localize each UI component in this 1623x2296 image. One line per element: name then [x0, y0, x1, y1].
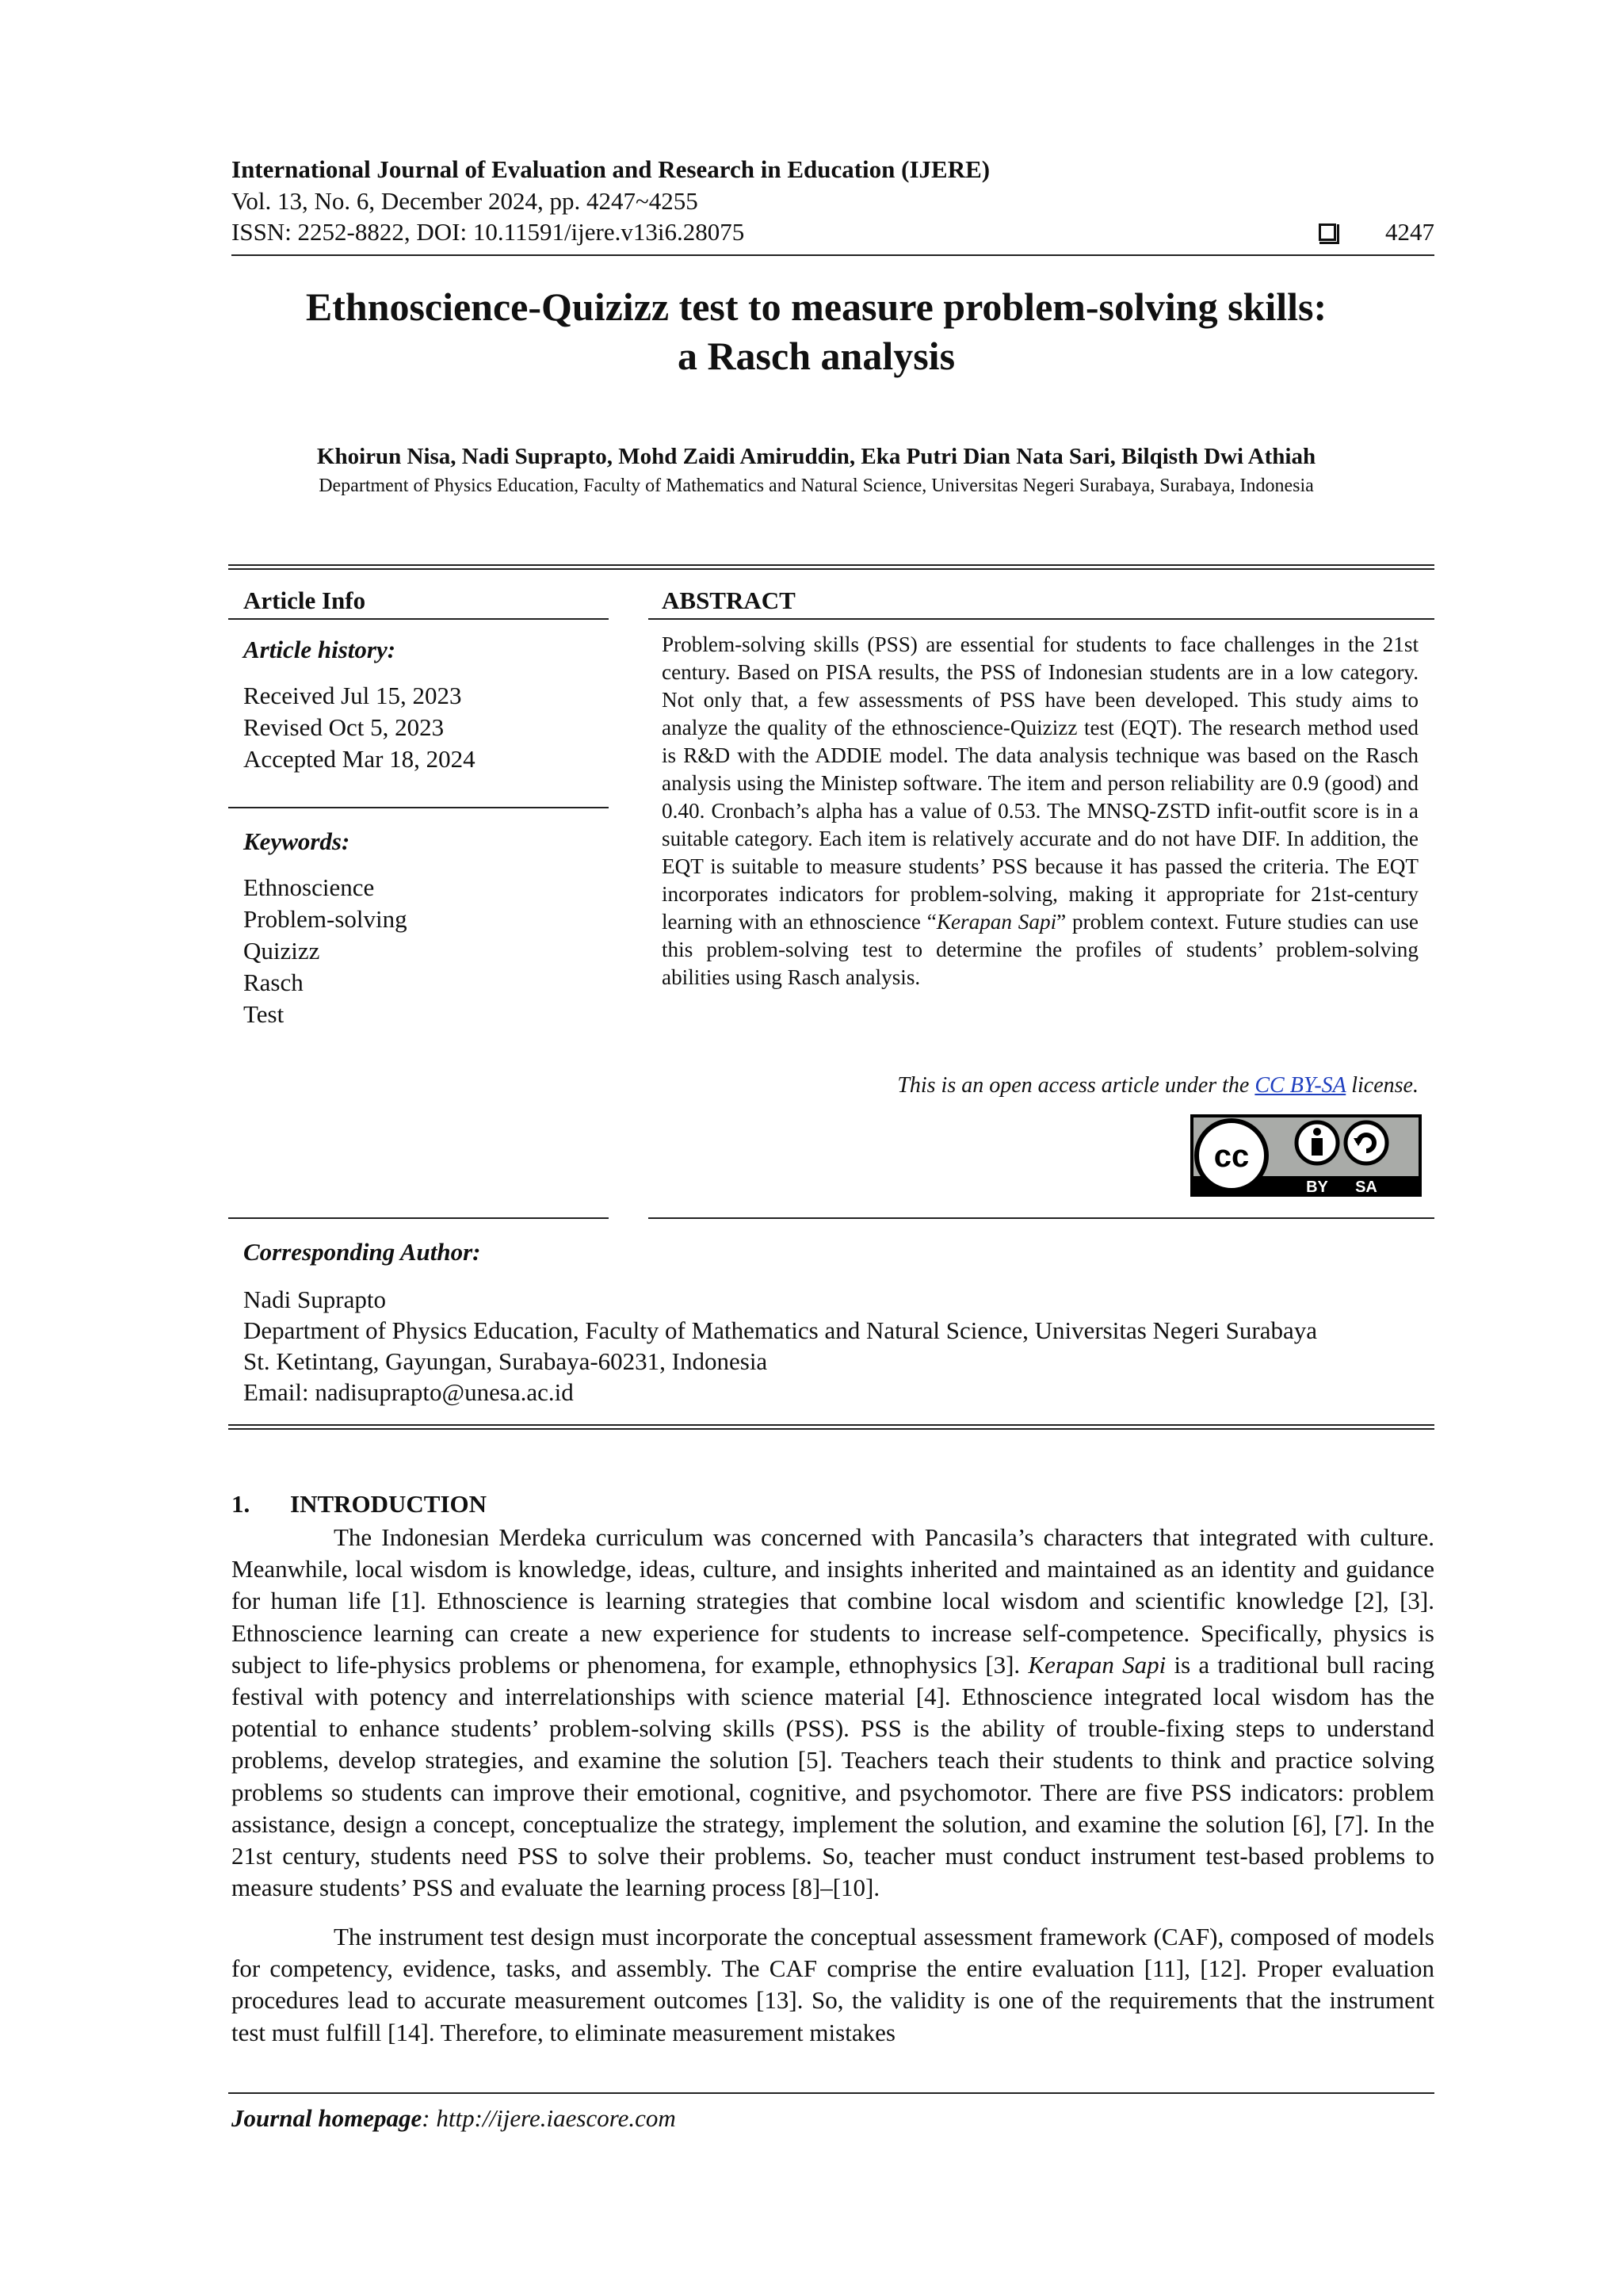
- author-email: Email: nadisuprapto@unesa.ac.id: [243, 1378, 574, 1406]
- intro-p1-italic: Kerapan Sapi: [1028, 1650, 1167, 1679]
- intro-p1-part-1: The Indonesian Merdeka curriculum was concerned with Pancasila’s characters that integrated with culture. Meanwhile, local wisdom is knowledge, ideas, culture, and insights inherited and maintained as an identity and guidance for human life [1]. Ethnoscience is learning strategies that combine local wisdom and scientific knowledge [2], [3]. Ethnoscience learning can create a new experience for students to increase self-competence. Specifically, physics is subject to life-physics problems or phenomena, for example, ethnophysics [3].: [231, 1523, 1434, 1679]
- revised-date: Revised Oct 5, 2023: [243, 713, 445, 741]
- square-bullet-icon: [1319, 223, 1336, 241]
- intro-paragraph-2: The instrument test design must incorporate the conceptual assessment framework (CAF), composed of models for competency, evidence, tasks, and assembly. The CAF comprise the entire evaluation [11], [12]. Proper evaluation procedures lead to accurate measurement outcomes [13]. So, the validity is one of the requirements that the instrument test must fulfill [14]. Therefore, to eliminate measurement mistakes: [231, 1923, 1434, 2046]
- affiliation: Department of Physics Education, Faculty of Mathematics and Natural Science, Universitas Negeri Surabaya, Surabaya, Indonesia: [319, 476, 1314, 496]
- cc-text: cc: [1213, 1139, 1250, 1174]
- abstract-rule: [648, 618, 1434, 620]
- abstract-italic-term: Kerapan Sapi: [936, 910, 1057, 934]
- abstract-part-2: ” problem context. Future studies can use this problem-solving test to determine the profiles of students’ problem-solving abilities using Rasch analysis.: [662, 910, 1419, 989]
- received-date: Received Jul 15, 2023: [243, 682, 462, 709]
- abstract-bottom-rule: [648, 1217, 1434, 1219]
- keyword-item: Ethnoscience: [243, 873, 375, 901]
- corresponding-author-heading: Corresponding Author:: [243, 1238, 481, 1266]
- info-top-rule-2: [228, 568, 1434, 570]
- accepted-date: Accepted Mar 18, 2024: [243, 745, 475, 773]
- homepage-url[interactable]: : http://ijere.iaescore.com: [422, 2104, 676, 2132]
- corresponding-bottom-rule-2: [228, 1428, 1434, 1430]
- keyword-list: [243, 872, 407, 1030]
- keyword-item: Quizizz: [243, 937, 320, 965]
- page-number: 4247: [1385, 218, 1434, 246]
- cc-by-sa-badge: [1190, 1114, 1422, 1197]
- keyword-item: Problem-solving: [243, 905, 407, 933]
- header-rule: [231, 254, 1434, 256]
- abstract-text: [662, 631, 1419, 991]
- issn-doi-line: ISSN: 2252-8822, DOI: 10.11591/ijere.v13i6.28075: [231, 218, 745, 246]
- title-line-2: a Rasch analysis: [677, 334, 956, 378]
- section-number: 1.: [231, 1490, 250, 1518]
- corresponding-author-block: [243, 1284, 1317, 1408]
- article-history: [243, 680, 475, 775]
- corresponding-bottom-rule: [228, 1424, 1434, 1426]
- intro-p1-part-2: is a traditional bull racing festival with potency and interrelationships with science material [4]. Ethnoscience integrated local wisdom has the potential to enhance students’ problem-solving skills (PSS). PSS is the ability of trouble-fixing steps to understand problems, develop strategies, and examine the solution [5]. Teachers teach their students to think and practice solving problems so students can improve their emotional, cognitive, and psychomotor. There are five PSS indicators: problem assistance, design a concept, conceptualize the strategy, implement the solution, and examine the solution [6], [7]. In the 21st century, students need PSS to solve their problems. So, teacher must conduct instrument test-based problems to measure students’ PSS and evaluate the learning process [8]–[10].: [231, 1650, 1434, 1902]
- journal-title: International Journal of Evaluation and Research in Education (IJERE): [231, 155, 991, 183]
- section-heading-introduction: [231, 1490, 487, 1519]
- author-address: St. Ketintang, Gayungan, Surabaya-60231, Indonesia: [243, 1347, 768, 1375]
- info-top-rule: [228, 564, 1434, 566]
- abstract-part-1: Problem-solving skills (PSS) are essential for students to face challenges in the 21st century. Based on PISA results, the PSS of Indonesian students are in a low category. Not only that, a few assessments of PSS have been developed. This study aims to analyze the quality of the ethnoscience-Quizizz test (EQT). The research method used is R&D with the ADDIE model. The data analysis technique was based on the Rasch analysis using the Ministep software. The item and person reliability are 0.9 (good) and 0.40. Cronbach’s alpha has a value of 0.53. The MNSQ-ZSTD infit-outfit score is in a suitable category. Each item is relatively accurate and do not have DIF. In addition, the EQT is suitable to measure students’ PSS because it has passed the criteria. The EQT incorporates indicators for problem-solving, making it appropriate for 21st-century learning with an ethnoscience “: [662, 632, 1419, 934]
- section-title: INTRODUCTION: [290, 1490, 487, 1518]
- license-prefix: This is an open access article under the: [897, 1073, 1255, 1098]
- journal-homepage: [231, 2104, 676, 2133]
- footer-rule: [228, 2092, 1434, 2094]
- homepage-label: Journal homepage: [231, 2104, 422, 2132]
- abstract-heading: ABSTRACT: [662, 586, 796, 614]
- license-line: [662, 1073, 1419, 1098]
- keyword-item: Test: [243, 1000, 285, 1028]
- author-list: Khoirun Nisa, Nadi Suprapto, Mohd Zaidi Amiruddin, Eka Putri Dian Nata Sari, Bilqisth Dwi Athiah: [316, 444, 1316, 469]
- title-line-1: Ethnoscience-Quizizz test to measure problem-solving skills:: [305, 285, 1327, 329]
- intro-paragraph-1: [231, 1522, 1434, 1904]
- share-alike-icon: [1346, 1122, 1387, 1163]
- article-history-heading: Article history:: [243, 636, 396, 663]
- article-info-heading: Article Info: [243, 586, 366, 614]
- license-suffix: license.: [1346, 1073, 1419, 1098]
- keywords-heading: Keywords:: [243, 827, 350, 855]
- author-department: Department of Physics Education, Faculty of Mathematics and Natural Science, Universitas Negeri Surabaya: [243, 1316, 1317, 1344]
- cc-badge-svg: [1190, 1114, 1422, 1197]
- keywords-rule: [228, 807, 609, 808]
- article-info-rule: [228, 618, 609, 620]
- author-name: Nadi Suprapto: [243, 1286, 386, 1313]
- volume-line: Vol. 13, No. 6, December 2024, pp. 4247~4255: [231, 187, 698, 215]
- keyword-item: Rasch: [243, 968, 304, 996]
- article-title: [198, 282, 1434, 380]
- article-info-bottom-rule: [228, 1217, 609, 1219]
- sa-label: SA: [1355, 1179, 1377, 1196]
- by-label: BY: [1306, 1179, 1328, 1196]
- cc-by-sa-link[interactable]: CC BY-SA: [1254, 1073, 1346, 1098]
